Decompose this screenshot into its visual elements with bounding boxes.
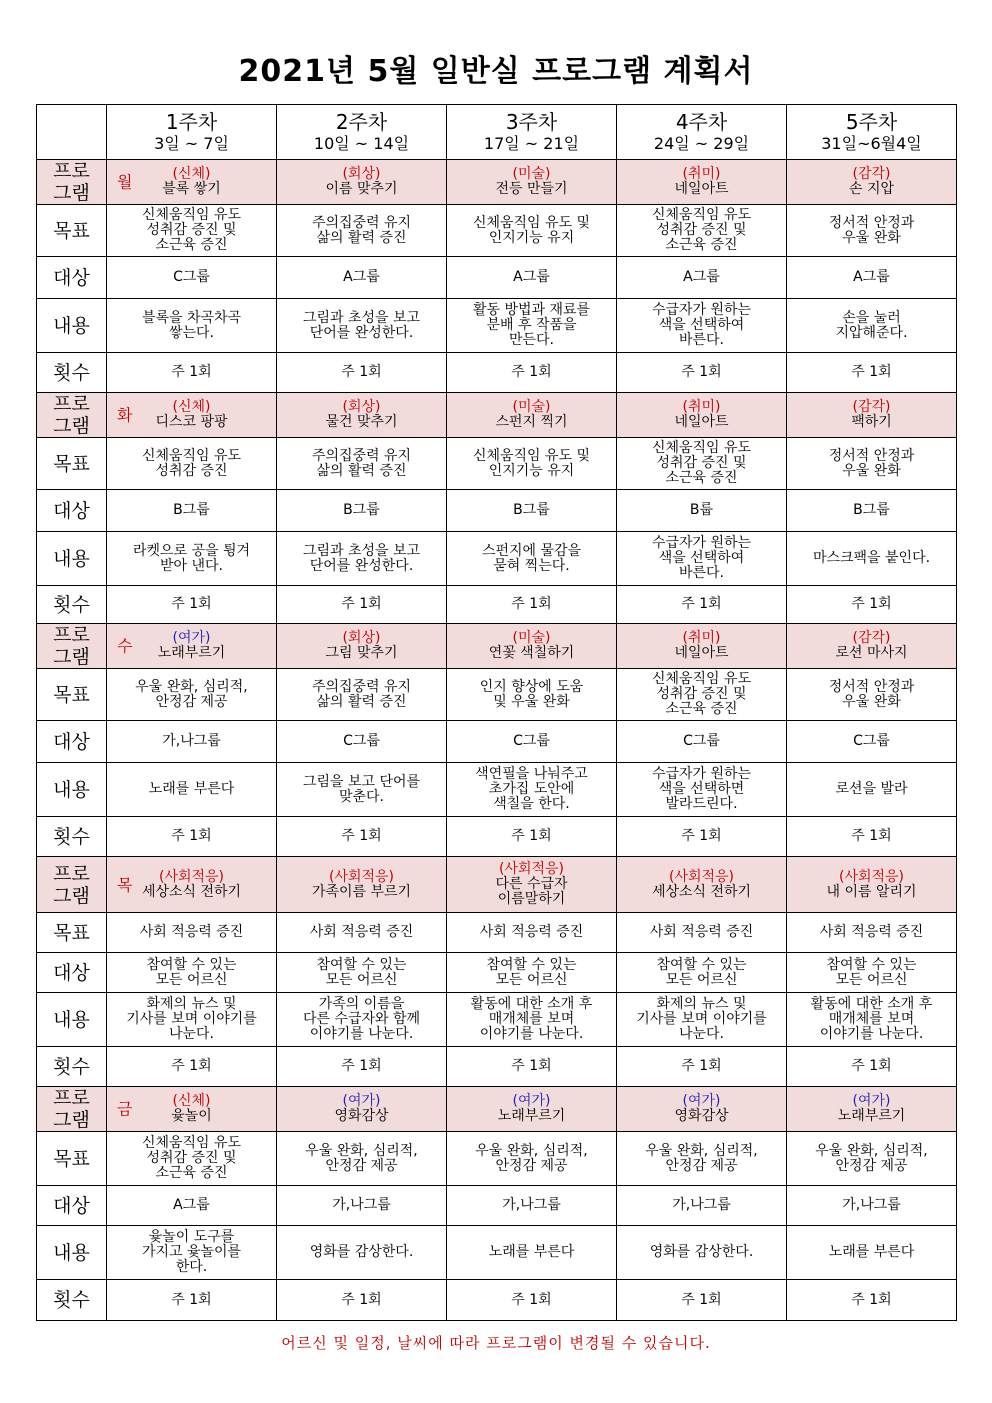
program-cell <box>617 1087 787 1132</box>
program-cell <box>787 1087 957 1132</box>
target-cell: 가,나그룹 <box>277 1186 447 1226</box>
program-category: (사회적응) <box>838 868 905 885</box>
row-label-program: 프로 그램 <box>37 1087 107 1132</box>
row-label-content: 내용 <box>37 763 107 817</box>
program-name: 네일아트 <box>674 414 729 430</box>
program-cell <box>617 857 787 913</box>
program-name: 내 이름 알리기 <box>826 883 917 900</box>
goal-cell: 사회 적응력 증진 <box>107 913 277 953</box>
frequency-cell: 주 1회 <box>787 817 957 857</box>
frequency-cell: 주 1회 <box>447 1047 617 1087</box>
content-cell: 그림과 초성을 보고 단어를 완성한다. <box>277 532 447 586</box>
row-label-program: 프로 그램 <box>37 624 107 669</box>
goal-cell: 주의집중력 유지 삶의 활력 증진 <box>277 669 447 721</box>
program-plan-table <box>36 104 957 1321</box>
content-cell: 노래를 부른다 <box>447 1226 617 1280</box>
row-label-content: 내용 <box>37 299 107 353</box>
frequency-row <box>37 586 957 624</box>
week-label: 1주차 <box>165 110 218 134</box>
frequency-row <box>37 1047 957 1087</box>
program-cell <box>277 624 447 669</box>
program-category: (회상) <box>342 166 381 182</box>
goal-cell: 신체움직임 유도 성취감 증진 및 소근육 증진 <box>617 669 787 721</box>
frequency-cell: 주 1회 <box>787 353 957 393</box>
program-category: (감각) <box>852 166 891 182</box>
row-label-target: 대상 <box>37 953 107 993</box>
content-row <box>37 1226 957 1280</box>
content-cell: 색연필을 나눠주고 초가집 도안에 색칠을 한다. <box>447 763 617 817</box>
row-label-frequency: 횟수 <box>37 1280 107 1321</box>
frequency-cell: 주 1회 <box>277 1047 447 1087</box>
frequency-cell: 주 1회 <box>277 817 447 857</box>
week-header-row <box>37 105 957 160</box>
program-name: 영화감상 <box>334 1108 389 1124</box>
goal-cell: 신체움직임 유도 성취감 증진 및 소근육 증진 <box>107 205 277 257</box>
target-cell: B그룹 <box>787 490 957 532</box>
program-category: (감각) <box>852 399 891 415</box>
program-name: 전등 만들기 <box>495 181 568 197</box>
target-cell: 가,나그룹 <box>787 1186 957 1226</box>
program-cell <box>107 857 277 913</box>
frequency-row <box>37 353 957 393</box>
week-dates: 3일 ~ 7일 <box>154 134 229 153</box>
program-name: 윷놀이 <box>171 1108 212 1124</box>
program-cell <box>277 160 447 205</box>
goal-cell: 정서적 안정과 우울 완화 <box>787 205 957 257</box>
schedule-change-note: 어르신 및 일정, 날씨에 따라 프로그램이 변경될 수 있습니다. <box>281 1334 711 1352</box>
row-label-content: 내용 <box>37 1226 107 1280</box>
content-cell: 활동에 대한 소개 후 매개체를 보며 이야기를 나눈다. <box>787 993 957 1047</box>
program-category: (사회적응) <box>328 868 395 885</box>
target-row <box>37 1186 957 1226</box>
row-label-target: 대상 <box>37 721 107 763</box>
program-name: 물건 맞추기 <box>325 414 398 430</box>
goal-row <box>37 669 957 721</box>
goal-cell: 정서적 안정과 우울 완화 <box>787 669 957 721</box>
program-name: 그림 맞추기 <box>325 645 398 661</box>
target-cell: A그룹 <box>787 257 957 299</box>
frequency-row <box>37 1280 957 1321</box>
program-cell <box>787 393 957 438</box>
week-dates: 10일 ~ 14일 <box>313 134 410 153</box>
program-row <box>37 160 957 205</box>
content-cell: 수급자가 원하는 색을 선택하여 바른다. <box>617 532 787 586</box>
program-cell <box>447 160 617 205</box>
goal-row <box>37 1132 957 1186</box>
week-label: 5주차 <box>845 110 898 134</box>
goal-cell: 우울 완화, 심리적, 안정감 제공 <box>617 1132 787 1186</box>
goal-cell: 신체움직임 유도 및 인지기능 유지 <box>447 205 617 257</box>
program-name: 연꽃 색칠하기 <box>488 645 575 661</box>
target-cell: C그룹 <box>787 721 957 763</box>
program-cell <box>107 624 277 669</box>
program-name: 디스코 팡팡 <box>155 414 228 430</box>
weekday-label: 금 <box>117 1099 133 1119</box>
program-category: (사회적응) <box>158 868 225 885</box>
frequency-cell: 주 1회 <box>617 817 787 857</box>
row-label-frequency: 횟수 <box>37 817 107 857</box>
week-header <box>787 105 957 160</box>
program-category: (신체) <box>172 1093 211 1109</box>
content-cell: 영화를 감상한다. <box>617 1226 787 1280</box>
target-cell: B룹 <box>617 490 787 532</box>
week-label: 2주차 <box>335 110 388 134</box>
program-name: 손 지압 <box>848 181 895 197</box>
row-label-goal: 목표 <box>37 438 107 490</box>
target-cell: 가,나그룹 <box>617 1186 787 1226</box>
target-cell: 참여할 수 있는 모든 어르신 <box>617 953 787 993</box>
program-name: 스펀지 찍기 <box>495 414 568 430</box>
program-cell <box>447 1087 617 1132</box>
goal-cell: 사회 적응력 증진 <box>277 913 447 953</box>
week-label: 3주차 <box>505 110 558 134</box>
goal-row <box>37 913 957 953</box>
content-row <box>37 299 957 353</box>
target-cell: 참여할 수 있는 모든 어르신 <box>447 953 617 993</box>
row-label-target: 대상 <box>37 257 107 299</box>
program-name: 세상소식 전하기 <box>141 883 242 900</box>
content-cell: 로션을 발라 <box>787 763 957 817</box>
program-row <box>37 393 957 438</box>
target-cell: A그룹 <box>447 257 617 299</box>
program-cell <box>447 624 617 669</box>
program-name: 네일아트 <box>674 645 729 661</box>
row-label-goal: 목표 <box>37 913 107 953</box>
program-category: (회상) <box>342 630 381 646</box>
target-cell: C그룹 <box>107 257 277 299</box>
program-cell <box>617 393 787 438</box>
program-name: 세상소식 전하기 <box>651 883 752 900</box>
week-header <box>277 105 447 160</box>
program-category: (사회적응) <box>498 861 565 877</box>
content-cell: 그림을 보고 단어를 맞춘다. <box>277 763 447 817</box>
frequency-cell: 주 1회 <box>787 1280 957 1321</box>
program-cell <box>617 160 787 205</box>
target-cell: C그룹 <box>617 721 787 763</box>
row-label-target: 대상 <box>37 1186 107 1226</box>
week-header <box>107 105 277 160</box>
program-category: (여가) <box>682 1093 721 1109</box>
target-row <box>37 953 957 993</box>
frequency-cell: 주 1회 <box>277 586 447 624</box>
goal-cell: 우울 완화, 심리적, 안정감 제공 <box>787 1132 957 1186</box>
goal-cell: 신체움직임 유도 성취감 증진 및 소근육 증진 <box>617 438 787 490</box>
content-cell: 활동 방법과 재료를 분배 후 작품을 만든다. <box>447 299 617 353</box>
goal-row <box>37 205 957 257</box>
program-category: (사회적응) <box>668 868 735 885</box>
goal-cell: 신체움직임 유도 및 인지기능 유지 <box>447 438 617 490</box>
content-cell: 활동에 대한 소개 후 매개체를 보며 이야기를 나눈다. <box>447 993 617 1047</box>
target-cell: B그룹 <box>277 490 447 532</box>
frequency-cell: 주 1회 <box>617 586 787 624</box>
goal-cell: 신체움직임 유도 성취감 증진 및 소근육 증진 <box>617 205 787 257</box>
content-row <box>37 763 957 817</box>
row-label-goal: 목표 <box>37 1132 107 1186</box>
frequency-cell: 주 1회 <box>617 353 787 393</box>
weekday-label: 목 <box>117 875 133 894</box>
target-cell: 참여할 수 있는 모든 어르신 <box>787 953 957 993</box>
program-name: 노래부르기 <box>157 645 226 661</box>
goal-cell: 우울 완화, 심리적, 안정감 제공 <box>447 1132 617 1186</box>
row-label-target: 대상 <box>37 490 107 532</box>
program-name: 팩하기 <box>851 414 892 430</box>
frequency-cell: 주 1회 <box>107 1280 277 1321</box>
target-cell: A그룹 <box>617 257 787 299</box>
row-label-frequency: 횟수 <box>37 353 107 393</box>
frequency-cell: 주 1회 <box>447 586 617 624</box>
frequency-cell: 주 1회 <box>447 1280 617 1321</box>
frequency-cell: 주 1회 <box>107 1047 277 1087</box>
program-name: 네일아트 <box>674 181 729 197</box>
target-cell: C그룹 <box>447 721 617 763</box>
week-header <box>617 105 787 160</box>
week-header <box>447 105 617 160</box>
content-row <box>37 993 957 1047</box>
frequency-cell: 주 1회 <box>787 586 957 624</box>
program-name: 블록 쌓기 <box>162 181 221 197</box>
program-cell <box>107 393 277 438</box>
content-cell: 화제의 뉴스 및 기사를 보며 이야기를 나눈다. <box>617 993 787 1047</box>
program-category: (미술) <box>512 399 551 415</box>
program-cell <box>787 857 957 913</box>
goal-cell: 우울 완화, 심리적, 안정감 제공 <box>277 1132 447 1186</box>
goal-cell: 인지 향상에 도움 및 우울 완화 <box>447 669 617 721</box>
program-category: (여가) <box>342 1093 381 1109</box>
program-row <box>37 1087 957 1132</box>
program-cell <box>617 624 787 669</box>
program-category: (미술) <box>512 166 551 182</box>
frequency-cell: 주 1회 <box>107 817 277 857</box>
program-cell <box>447 857 617 913</box>
goal-cell: 정서적 안정과 우울 완화 <box>787 438 957 490</box>
frequency-cell: 주 1회 <box>617 1047 787 1087</box>
frequency-cell: 주 1회 <box>277 1280 447 1321</box>
program-category: (여가) <box>852 1093 891 1109</box>
program-category: (신체) <box>172 166 211 182</box>
target-cell: A그룹 <box>107 1186 277 1226</box>
program-name: 노래부르기 <box>497 1108 566 1124</box>
frequency-cell: 주 1회 <box>787 1047 957 1087</box>
program-name: 가족이름 부르기 <box>311 883 412 900</box>
target-cell: 가,나그룹 <box>447 1186 617 1226</box>
program-cell <box>787 624 957 669</box>
content-cell: 스펀지에 물감을 묻혀 찍는다. <box>447 532 617 586</box>
goal-cell: 신체움직임 유도 성취감 증진 및 소근육 증진 <box>107 1132 277 1186</box>
frequency-cell: 주 1회 <box>617 1280 787 1321</box>
content-row <box>37 532 957 586</box>
program-cell <box>277 1087 447 1132</box>
program-name: 영화감상 <box>674 1108 729 1124</box>
program-row <box>37 624 957 669</box>
goal-row <box>37 438 957 490</box>
weekday-label: 월 <box>117 172 133 192</box>
goal-cell: 주의집중력 유지 삶의 활력 증진 <box>277 438 447 490</box>
frequency-cell: 주 1회 <box>107 586 277 624</box>
goal-cell: 신체움직임 유도 성취감 증진 <box>107 438 277 490</box>
content-cell: 가족의 이름을 다른 수급자와 함께 이야기를 나눈다. <box>277 993 447 1047</box>
corner-cell <box>37 105 107 160</box>
frequency-cell: 주 1회 <box>447 817 617 857</box>
program-category: (미술) <box>512 630 551 646</box>
program-row <box>37 857 957 913</box>
content-cell: 블록을 차곡차곡 쌓는다. <box>107 299 277 353</box>
program-category: (취미) <box>682 630 721 646</box>
content-cell: 노래를 부른다 <box>107 763 277 817</box>
program-cell <box>107 1087 277 1132</box>
row-label-content: 내용 <box>37 993 107 1047</box>
content-cell: 영화를 감상한다. <box>277 1226 447 1280</box>
target-cell: A그룹 <box>277 257 447 299</box>
program-category: (취미) <box>682 399 721 415</box>
row-label-goal: 목표 <box>37 669 107 721</box>
program-category: (여가) <box>512 1093 551 1109</box>
row-label-program: 프로 그램 <box>37 857 107 913</box>
target-cell: B그룹 <box>107 490 277 532</box>
program-name: 노래부르기 <box>837 1108 906 1124</box>
weekday-label: 수 <box>117 636 133 656</box>
program-cell <box>447 393 617 438</box>
row-label-goal: 목표 <box>37 205 107 257</box>
program-category: (신체) <box>172 399 211 415</box>
row-label-frequency: 횟수 <box>37 586 107 624</box>
content-cell: 수급자가 원하는 색을 선택하여 바른다. <box>617 299 787 353</box>
target-cell: 참여할 수 있는 모든 어르신 <box>107 953 277 993</box>
frequency-row <box>37 817 957 857</box>
program-name: 이름 맞추기 <box>325 181 398 197</box>
target-row <box>37 257 957 299</box>
content-cell: 그림과 초성을 보고 단어를 완성한다. <box>277 299 447 353</box>
row-label-program: 프로 그램 <box>37 393 107 438</box>
goal-cell: 주의집중력 유지 삶의 활력 증진 <box>277 205 447 257</box>
row-label-program: 프로 그램 <box>37 160 107 205</box>
program-cell <box>277 857 447 913</box>
program-cell <box>787 160 957 205</box>
content-cell: 손을 눌러 지압해준다. <box>787 299 957 353</box>
program-cell <box>277 393 447 438</box>
goal-cell: 사회 적응력 증진 <box>787 913 957 953</box>
program-category: (회상) <box>342 399 381 415</box>
content-cell: 마스크팩을 붙인다. <box>787 532 957 586</box>
target-cell: C그룹 <box>277 721 447 763</box>
goal-cell: 사회 적응력 증진 <box>447 913 617 953</box>
row-label-frequency: 횟수 <box>37 1047 107 1087</box>
target-row <box>37 721 957 763</box>
target-cell: 참여할 수 있는 모든 어르신 <box>277 953 447 993</box>
content-cell: 라켓으로 공을 튕겨 받아 낸다. <box>107 532 277 586</box>
weekday-label: 화 <box>117 405 133 425</box>
week-dates: 24일 ~ 29일 <box>653 134 750 153</box>
week-label: 4주차 <box>675 110 728 134</box>
content-cell: 화제의 뉴스 및 기사를 보며 이야기를 나눈다. <box>107 993 277 1047</box>
content-cell: 노래를 부른다 <box>787 1226 957 1280</box>
program-category: (여가) <box>172 630 211 646</box>
target-cell: B그룹 <box>447 490 617 532</box>
program-cell <box>107 160 277 205</box>
program-name: 로션 마사지 <box>835 645 908 661</box>
program-category: (감각) <box>852 630 891 646</box>
program-category: (취미) <box>682 166 721 182</box>
content-cell: 수급자가 원하는 색을 선택하면 발라드린다. <box>617 763 787 817</box>
content-cell: 윷놀이 도구를 가지고 윷놀이를 한다. <box>107 1226 277 1280</box>
frequency-cell: 주 1회 <box>107 353 277 393</box>
goal-cell: 우울 완화, 심리적, 안정감 제공 <box>107 669 277 721</box>
program-name: 다른 수급자 이름말하기 <box>495 876 568 907</box>
target-cell: 가,나그룹 <box>107 721 277 763</box>
frequency-cell: 주 1회 <box>447 353 617 393</box>
page-title: 2021년 5월 일반실 프로그램 계획서 <box>238 54 754 89</box>
target-row <box>37 490 957 532</box>
frequency-cell: 주 1회 <box>277 353 447 393</box>
week-dates: 31일~6월4일 <box>821 134 922 153</box>
week-dates: 17일 ~ 21일 <box>483 134 580 153</box>
row-label-content: 내용 <box>37 532 107 586</box>
goal-cell: 사회 적응력 증진 <box>617 913 787 953</box>
